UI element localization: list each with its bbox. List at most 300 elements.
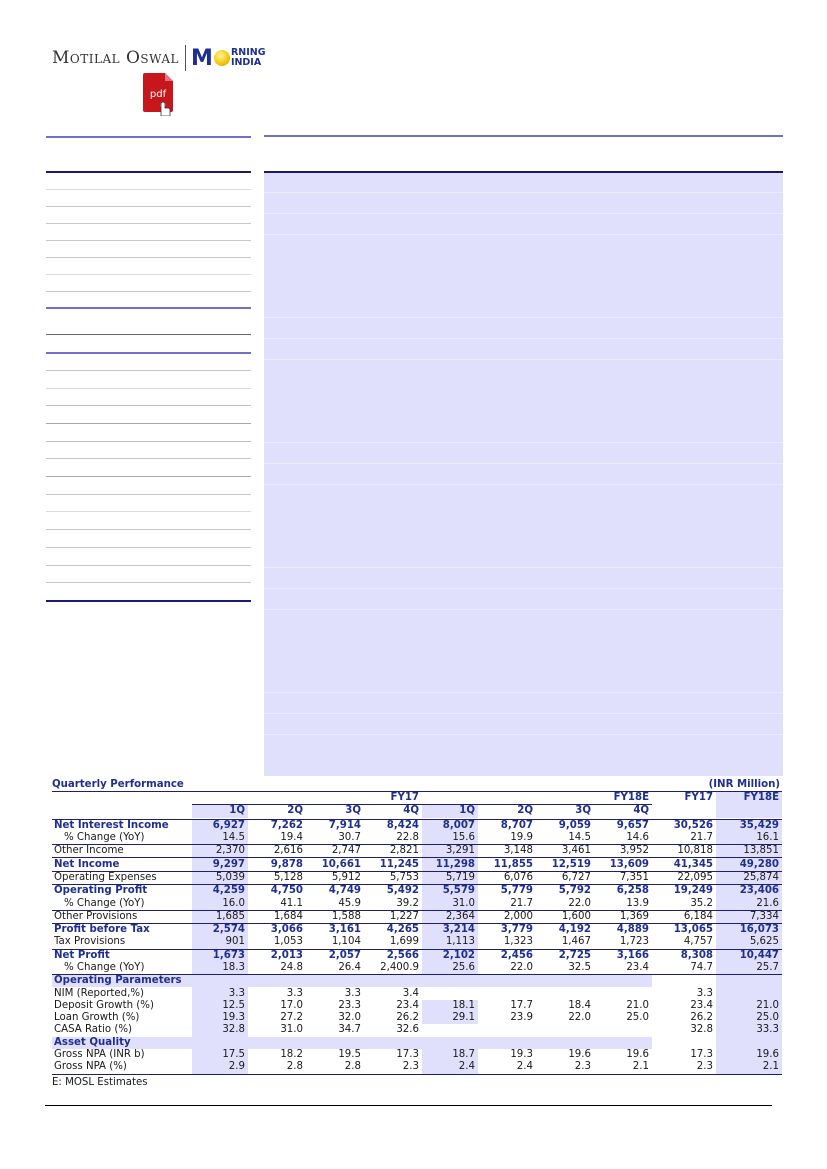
- row-label: Asset Quality: [52, 1037, 192, 1049]
- cell-value: 3.3: [192, 987, 248, 999]
- cell-value: 2,747: [306, 845, 364, 858]
- cell-value: 2.4: [422, 1061, 478, 1074]
- cell-value: 19.6: [716, 1049, 782, 1061]
- cell-value: 25.0: [716, 1012, 782, 1024]
- q-header: 2Q: [478, 805, 536, 818]
- cell-value: 16.1: [716, 832, 782, 845]
- cell-value: 22.8: [396, 832, 419, 844]
- q-header: 4Q: [364, 805, 422, 818]
- cell-value: 21.7: [690, 832, 713, 844]
- cell-value: 10,661: [306, 858, 364, 871]
- cell-value: 12.5: [192, 1000, 248, 1012]
- cell-value: 7,351: [594, 871, 652, 884]
- panel-row-line: [264, 609, 783, 610]
- panel-row-line: [264, 213, 783, 214]
- cell-value: 5,579: [422, 885, 478, 898]
- cell-value: 15.6: [422, 832, 478, 845]
- cell-value: 3.3: [696, 987, 713, 999]
- cell-value: 8,424: [364, 819, 422, 832]
- left-row-rule: [46, 388, 251, 389]
- cell-value: 1,588: [306, 910, 364, 923]
- row-label: % Change (YoY): [64, 832, 145, 844]
- table-row: [52, 871, 782, 884]
- cell-value: 2.1: [716, 1061, 782, 1074]
- left-row-rule: [46, 405, 251, 406]
- left-row-rule: [46, 494, 251, 495]
- panel-row-line: [264, 317, 783, 318]
- cell-value: 1,685: [192, 910, 248, 923]
- cell-value: 22.0: [510, 962, 533, 973]
- cell-value: 2.4: [478, 1061, 536, 1074]
- cell-value: 2.1: [594, 1061, 652, 1074]
- cell-value: 5,128: [248, 871, 306, 884]
- cell-value: 2,821: [364, 845, 422, 858]
- cell-value: 26.4: [338, 962, 361, 973]
- cell-value: 21.7: [510, 897, 533, 909]
- right-top-rule: [264, 135, 783, 137]
- quarterly-performance-table: [52, 779, 782, 1088]
- cell-value: 3.4: [402, 987, 419, 999]
- cell-value: 25.6: [422, 962, 478, 975]
- table-row: [52, 987, 782, 999]
- cell-value: [364, 1037, 422, 1049]
- cell-value: 4,757: [683, 936, 713, 948]
- cell-value: 2,616: [248, 845, 306, 858]
- cell-value: 3,779: [478, 923, 536, 936]
- cell-value: 24.8: [280, 962, 303, 973]
- cell-value: 49,280: [716, 858, 782, 871]
- row-label: Other Provisions: [52, 910, 192, 923]
- cell-value: 19.6: [568, 1049, 591, 1061]
- cell-value: 3,214: [422, 923, 478, 936]
- table-row: [52, 936, 782, 949]
- panel-row-line: [264, 338, 783, 339]
- cell-value: 10,447: [716, 949, 782, 962]
- cell-value: 1,723: [619, 936, 649, 948]
- left-row-rule: [46, 223, 251, 224]
- cell-value: 9,059: [536, 819, 594, 832]
- table-row: [52, 1037, 782, 1049]
- left-row-rule: [46, 547, 251, 548]
- left-row-rule: [46, 476, 251, 477]
- cell-value: 74.7: [690, 962, 713, 973]
- cell-value: 7,262: [248, 819, 306, 832]
- cell-value: 3,148: [478, 845, 536, 858]
- row-label: Net Income: [52, 858, 192, 871]
- cell-value: 13.9: [626, 897, 649, 909]
- cell-value: 23.9: [510, 1012, 533, 1024]
- cell-value: [478, 975, 536, 988]
- cell-value: 2,400.9: [380, 962, 419, 973]
- logo-divider: [185, 45, 186, 71]
- table-row: [52, 975, 782, 988]
- row-label: Other Income: [52, 845, 192, 858]
- row-label: Operating Profit: [52, 885, 192, 898]
- cell-value: 1,684: [248, 910, 306, 923]
- table-row: [52, 1024, 782, 1036]
- cell-value: 25,874: [716, 871, 782, 884]
- cell-value: 1,673: [192, 949, 248, 962]
- cell-value: 3,291: [422, 845, 478, 858]
- cell-value: 1,369: [594, 910, 652, 923]
- cell-value: 16,073: [716, 923, 782, 936]
- annual-fy18e: FY18E: [716, 792, 782, 805]
- cell-value: 1,467: [561, 936, 591, 948]
- table-row: [52, 858, 782, 871]
- row-label: % Change (YoY): [64, 962, 145, 973]
- cell-value: 7,914: [306, 819, 364, 832]
- left-top-rule: [46, 136, 251, 138]
- cell-value: 5,719: [422, 871, 478, 884]
- cell-value: 34.7: [338, 1024, 361, 1036]
- row-label: Profit before Tax: [52, 923, 192, 936]
- cell-value: 35,429: [716, 819, 782, 832]
- cell-value: 21.0: [626, 999, 649, 1011]
- left-row-rule: [46, 206, 251, 207]
- cell-value: 30.7: [338, 832, 361, 844]
- cell-value: 8,308: [652, 949, 716, 962]
- cell-value: 5,779: [478, 885, 536, 898]
- left-row-rule: [46, 458, 251, 459]
- left-row-rule: [46, 257, 251, 258]
- cell-value: [716, 1037, 782, 1049]
- cell-value: 2.8: [248, 1061, 306, 1074]
- cell-value: 23.3: [338, 999, 361, 1011]
- table-body: [52, 819, 782, 1075]
- q-header: 1Q: [422, 805, 478, 818]
- cell-value: 41.1: [280, 897, 303, 909]
- cell-value: [536, 1024, 594, 1036]
- cell-value: 2,000: [478, 910, 536, 923]
- group-fy18e: FY18E: [422, 792, 652, 805]
- cell-value: 2,574: [192, 923, 248, 936]
- cell-value: 18.2: [280, 1049, 303, 1061]
- table-unit: (INR Million): [708, 779, 780, 790]
- cell-value: 4,192: [536, 923, 594, 936]
- footer-rule: [45, 1105, 772, 1106]
- group-fy17: FY17: [192, 792, 422, 805]
- cell-value: 27.2: [280, 1012, 303, 1024]
- cell-value: [478, 987, 536, 999]
- cell-value: 1,104: [331, 936, 361, 948]
- q-header: 1Q: [192, 805, 248, 818]
- cell-value: 1,053: [273, 936, 303, 948]
- cell-value: [192, 975, 248, 988]
- cell-value: [594, 1037, 652, 1049]
- cell-value: 5,792: [536, 885, 594, 898]
- cell-value: 6,184: [652, 910, 716, 923]
- highlight-panel: [264, 173, 783, 776]
- cell-value: 5,753: [364, 871, 422, 884]
- cell-value: 19.9: [510, 832, 533, 844]
- table-row: [52, 910, 782, 923]
- cell-value: 13,065: [652, 923, 716, 936]
- brand-name: Motilal Oswal: [52, 48, 180, 68]
- cell-value: 19.6: [626, 1049, 649, 1061]
- cell-value: 19.5: [338, 1049, 361, 1061]
- table-row: [52, 962, 782, 975]
- cell-value: 7,334: [716, 910, 782, 923]
- cell-value: 8,707: [478, 819, 536, 832]
- cell-value: 3,461: [536, 845, 594, 858]
- cell-value: 17.0: [280, 999, 303, 1011]
- cell-value: 18.3: [192, 962, 248, 975]
- cell-value: 32.0: [338, 1012, 361, 1024]
- panel-row-line: [264, 234, 783, 235]
- cell-value: 2.3: [536, 1061, 594, 1074]
- cell-value: [536, 975, 594, 988]
- cell-value: 8,007: [422, 819, 478, 832]
- cell-value: 18.1: [422, 1000, 478, 1012]
- pdf-label: pdf: [149, 89, 167, 100]
- row-label: Gross NPA (%): [52, 1061, 192, 1074]
- sun-icon: [214, 50, 230, 66]
- table-row: [52, 845, 782, 858]
- cell-value: 2.8: [306, 1061, 364, 1074]
- table-row: [52, 1000, 782, 1012]
- cell-value: 11,298: [422, 858, 478, 871]
- morning-india-m: M: [191, 45, 213, 71]
- left-row-rule: [46, 240, 251, 241]
- left-row-rule: [46, 291, 251, 292]
- cell-value: 19,249: [652, 885, 716, 898]
- cell-value: 32.5: [568, 962, 591, 973]
- cell-value: [536, 1037, 594, 1049]
- left-bottom-rule: [46, 600, 251, 602]
- row-label: Tax Provisions: [54, 936, 126, 948]
- cell-value: 6,927: [192, 819, 248, 832]
- cell-value: 14.5: [568, 832, 591, 844]
- footnote: E: MOSL Estimates: [52, 1076, 148, 1088]
- cell-value: 31.0: [280, 1024, 303, 1036]
- table-row: [52, 923, 782, 936]
- motilal-oswal-logo: [52, 44, 266, 72]
- row-label: Gross NPA (INR b): [54, 1049, 145, 1061]
- panel-row-line: [264, 192, 783, 193]
- cell-value: [652, 1037, 716, 1049]
- table-row: [52, 897, 782, 910]
- cell-value: 19.4: [280, 832, 303, 844]
- cell-value: 17.3: [690, 1049, 713, 1061]
- q-header: 3Q: [306, 805, 364, 818]
- cell-value: 4,265: [364, 923, 422, 936]
- cell-value: 22.0: [568, 1012, 591, 1024]
- panel-row-line: [264, 442, 783, 443]
- pdf-download-icon[interactable]: [141, 72, 175, 116]
- cell-value: 9,297: [192, 858, 248, 871]
- cell-value: 3,066: [248, 923, 306, 936]
- cell-value: [478, 1037, 536, 1049]
- cell-value: [478, 1024, 536, 1036]
- cell-value: [652, 975, 716, 988]
- left-row-rule: [46, 511, 251, 512]
- cell-value: 11,855: [478, 858, 536, 871]
- cell-value: 9,657: [594, 819, 652, 832]
- cell-value: 45.9: [338, 897, 361, 909]
- row-label: Loan Growth (%): [54, 1012, 140, 1024]
- table-row: [52, 1061, 782, 1074]
- panel-row-line: [264, 359, 783, 360]
- cell-value: 13,609: [594, 858, 652, 871]
- cell-value: 1,600: [536, 910, 594, 923]
- q-header: 4Q: [594, 805, 652, 818]
- table-row: [52, 819, 782, 832]
- cell-value: 33.3: [716, 1024, 782, 1036]
- cell-value: [716, 975, 782, 988]
- cell-value: 4,259: [192, 885, 248, 898]
- left-row-rule: [46, 565, 251, 566]
- cell-value: 23,406: [716, 885, 782, 898]
- cell-value: [364, 975, 422, 988]
- cell-value: 4,749: [306, 885, 364, 898]
- cell-value: 4,750: [248, 885, 306, 898]
- table-row: [52, 949, 782, 962]
- cell-value: [422, 1037, 478, 1049]
- cell-value: 32.8: [690, 1024, 713, 1036]
- cell-value: 18.4: [568, 999, 591, 1011]
- cell-value: [594, 1024, 652, 1036]
- cell-value: 2,364: [422, 910, 478, 923]
- cell-value: 21.0: [716, 1000, 782, 1012]
- table-row: [52, 832, 782, 845]
- q-header: 3Q: [536, 805, 594, 818]
- cell-value: 26.2: [396, 1012, 419, 1024]
- cell-value: 3,166: [594, 949, 652, 962]
- cell-value: 25.0: [626, 1012, 649, 1024]
- left-row-rule: [46, 441, 251, 442]
- left-row-rule: [46, 423, 251, 424]
- cell-value: 2.9: [192, 1061, 248, 1074]
- cell-value: 39.2: [396, 897, 419, 909]
- cell-value: 2,370: [192, 845, 248, 858]
- cell-value: 5,039: [192, 871, 248, 884]
- cell-value: [192, 1037, 248, 1049]
- row-label: Operating Parameters: [52, 975, 192, 988]
- cell-value: 23.4: [690, 999, 713, 1011]
- cell-value: 35.2: [690, 897, 713, 909]
- cell-value: [248, 1037, 306, 1049]
- cell-value: [422, 1024, 478, 1036]
- cell-value: 19.3: [192, 1012, 248, 1024]
- left-row-rule: [46, 529, 251, 530]
- cell-value: 9,878: [248, 858, 306, 871]
- row-label: Operating Expenses: [52, 871, 192, 884]
- cell-value: 32.6: [396, 1024, 419, 1036]
- cell-value: 10,818: [652, 845, 716, 858]
- left-header-rule: [46, 171, 251, 173]
- left-section-rule: [46, 334, 251, 335]
- cell-value: 5,625: [716, 936, 782, 949]
- annual-fy17: FY17: [652, 792, 716, 805]
- cell-value: 2,566: [364, 949, 422, 962]
- cell-value: 6,727: [536, 871, 594, 884]
- cell-value: 3,952: [594, 845, 652, 858]
- panel-row-line: [264, 588, 783, 589]
- table-row: [52, 1049, 782, 1061]
- cell-value: [536, 987, 594, 999]
- left-row-rule: [46, 370, 251, 371]
- left-row-rule: [46, 189, 251, 190]
- cell-value: 6,076: [478, 871, 536, 884]
- left-section-rule: [46, 352, 251, 354]
- cell-value: 17.7: [510, 999, 533, 1011]
- table-row: [52, 1012, 782, 1024]
- cell-value: 2,057: [306, 949, 364, 962]
- cell-value: 16.0: [192, 897, 248, 910]
- cell-value: 14.5: [192, 832, 248, 845]
- cell-value: 17.3: [396, 1049, 419, 1061]
- cell-value: 21.6: [716, 897, 782, 910]
- row-label: CASA Ratio (%): [54, 1024, 132, 1036]
- cell-value: 1,113: [422, 936, 478, 949]
- cell-value: 4,889: [594, 923, 652, 936]
- cell-value: 14.6: [626, 832, 649, 844]
- table-row: [52, 885, 782, 898]
- cell-value: 1,227: [364, 910, 422, 923]
- quarter-header-row: [52, 805, 782, 818]
- panel-row-line: [264, 463, 783, 464]
- cell-value: [422, 987, 478, 999]
- cell-value: 23.4: [396, 999, 419, 1011]
- cell-value: [306, 975, 364, 988]
- panel-row-line: [264, 484, 783, 485]
- cell-value: 31.0: [422, 897, 478, 910]
- row-label: Net Interest Income: [52, 819, 192, 832]
- cell-value: 2,725: [536, 949, 594, 962]
- cell-value: 30,526: [652, 819, 716, 832]
- cell-value: [248, 975, 306, 988]
- panel-row-line: [264, 567, 783, 568]
- cell-value: 3.3: [286, 987, 303, 999]
- cell-value: 2.3: [364, 1061, 422, 1074]
- cell-value: 5,912: [306, 871, 364, 884]
- panel-row-line: [264, 734, 783, 735]
- cell-value: 3,161: [306, 923, 364, 936]
- morning-india-text: RNING INDIA: [230, 47, 266, 68]
- group-header-row: [52, 792, 782, 805]
- cell-value: 23.4: [626, 962, 649, 973]
- cell-value: 17.5: [192, 1049, 248, 1061]
- cell-value: 41,345: [652, 858, 716, 871]
- cell-value: 12,519: [536, 858, 594, 871]
- cell-value: 11,245: [364, 858, 422, 871]
- cell-value: [594, 975, 652, 988]
- cell-value: 32.8: [192, 1024, 248, 1036]
- q-header: 2Q: [248, 805, 306, 818]
- cell-value: 22.0: [568, 897, 591, 909]
- cell-value: 19.3: [510, 1049, 533, 1061]
- cell-value: 2,102: [422, 949, 478, 962]
- cell-value: 2,456: [478, 949, 536, 962]
- cell-value: 25.7: [716, 962, 782, 975]
- cell-value: 5,492: [364, 885, 422, 898]
- row-label: NIM (Reported,%): [54, 987, 145, 999]
- left-section-rule: [46, 307, 251, 309]
- row-label: % Change (YoY): [64, 897, 145, 909]
- cell-value: 29.1: [422, 1012, 478, 1024]
- cell-value: 1,699: [389, 936, 419, 948]
- left-row-rule: [46, 274, 251, 275]
- cell-value: [594, 987, 652, 999]
- cell-value: 3.3: [344, 987, 361, 999]
- panel-row-line: [264, 713, 783, 714]
- cell-value: [422, 975, 478, 988]
- cell-value: [306, 1037, 364, 1049]
- cell-value: 2.3: [652, 1061, 716, 1074]
- cell-value: 13,851: [716, 845, 782, 858]
- cell-value: 22,095: [652, 871, 716, 884]
- left-row-rule: [46, 582, 251, 583]
